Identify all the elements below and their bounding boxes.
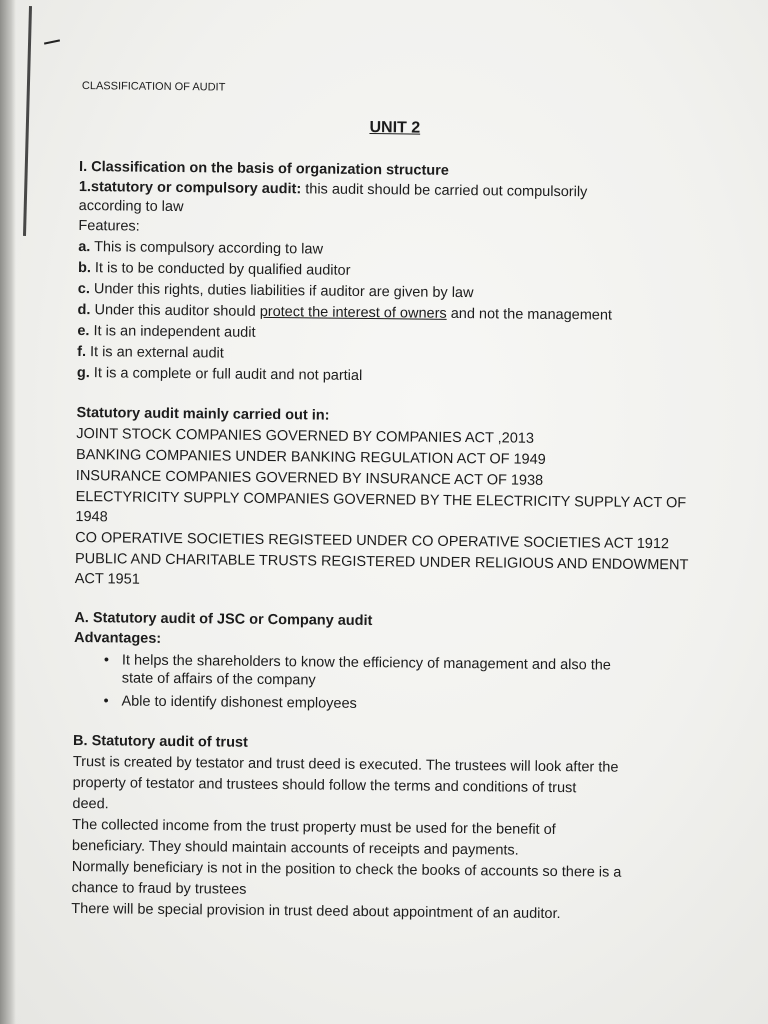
- feature-text: It is to be conducted by qualified auditor: [90, 260, 351, 279]
- feature-letter: g.: [76, 364, 90, 382]
- bullet-dot: •: [103, 652, 110, 669]
- statutory-line: CO OPERATIVE SOCIETIES REGISTEED UNDER CO OPERATIVE SOCIETIES ACT 1912: [75, 529, 670, 553]
- feature-text: and not the management: [446, 305, 613, 324]
- sectionB-heading: B. Statutory audit of trust: [72, 732, 248, 751]
- feature-letter: d.: [77, 301, 91, 319]
- feature-text: It is an independent audit: [89, 323, 256, 341]
- statutory-line: JOINT STOCK COMPANIES GOVERNED BY COMPANIES ACT ,2013: [76, 425, 535, 447]
- statutory-heading: Statutory audit mainly carried out in:: [76, 404, 330, 424]
- advantage-text: [122, 651, 682, 693]
- trust-line: deed.: [72, 795, 109, 813]
- statutory-line: ACT 1951: [74, 570, 140, 588]
- feature-f: [77, 343, 224, 363]
- statutory-line: 1948: [75, 508, 108, 526]
- feature-b: [78, 259, 351, 280]
- feature-letter: e.: [77, 322, 90, 340]
- item1-text-cont: according to law: [78, 197, 184, 216]
- item1-text: this audit should be carried out compulsorily: [301, 181, 588, 201]
- feature-a: [78, 238, 323, 259]
- page-edge-shadow: [0, 0, 16, 1024]
- statutory-line: ELECTYRICITY SUPPLY COMPANIES GOVERNED BY THE ELECTRICITY SUPPLY ACT OF: [75, 488, 687, 512]
- feature-text: Under this rights, duties liabilities if auditor are given by law: [89, 281, 474, 302]
- statutory-line: INSURANCE COMPANIES GOVERNED BY INSURANCE ACT OF 1938: [75, 467, 544, 489]
- sectionA-heading: A. Statutory audit of JSC or Company audit: [74, 609, 373, 630]
- bullet-dot: •: [103, 693, 109, 710]
- trust-line: beneficiary. They should maintain accounts of receipts and payments.: [71, 837, 519, 859]
- feature-text: Under this auditor should: [90, 302, 260, 320]
- advantage-text-line: state of affairs of the company: [121, 670, 316, 689]
- trust-line: property of testator and trustees should follow the terms and conditions of trust: [72, 774, 577, 797]
- trust-line: chance to fraud by trustees: [71, 879, 247, 898]
- item1-label: 1.statutory or compulsory audit:: [78, 178, 302, 198]
- trust-line: Normally beneficiary is not in the position to check the books of accounts so there is a: [71, 858, 622, 881]
- feature-underlined-text: protect the interest of owners: [259, 303, 447, 322]
- feature-letter: f.: [77, 343, 87, 361]
- trust-line: The collected income from the trust property must be used for the benefit of: [72, 816, 556, 839]
- advantage-text: Able to identify dishonest employees: [121, 693, 357, 712]
- features-label: Features:: [78, 217, 140, 235]
- feature-letter: b.: [77, 259, 92, 277]
- feature-g: [77, 364, 363, 385]
- advantage-bullet-1: [104, 651, 704, 697]
- feature-letter: a.: [78, 238, 91, 256]
- advantage-text-line: It helps the shareholders to know the efficiency of management and also the: [121, 652, 611, 674]
- statutory-line: PUBLIC AND CHARITABLE TRUSTS REGISTERED UNDER RELIGIOUS AND ENDOWMENT: [74, 550, 689, 574]
- feature-letter: c.: [77, 280, 90, 298]
- trust-line: Trust is created by testator and trust deed is executed. The trustees will look after the: [72, 753, 619, 776]
- statutory-line: BANKING COMPANIES UNDER BANKING REGULATION ACT OF 1949: [75, 446, 546, 468]
- feature-text: This is compulsory according to law: [90, 239, 324, 258]
- feature-text: It is a complete or full audit and not partial: [89, 365, 363, 384]
- section1-heading: I. Classification on the basis of organization structure: [79, 158, 449, 179]
- advantages-label: Advantages:: [74, 629, 162, 647]
- unit-title: UNIT 2: [369, 119, 421, 137]
- document-header: CLASSIFICATION OF AUDIT: [81, 80, 226, 94]
- trust-line: There will be special provision in trust deed about appointment of an auditor.: [71, 900, 561, 923]
- feature-text: It is an external audit: [85, 344, 224, 362]
- feature-e: [77, 322, 255, 342]
